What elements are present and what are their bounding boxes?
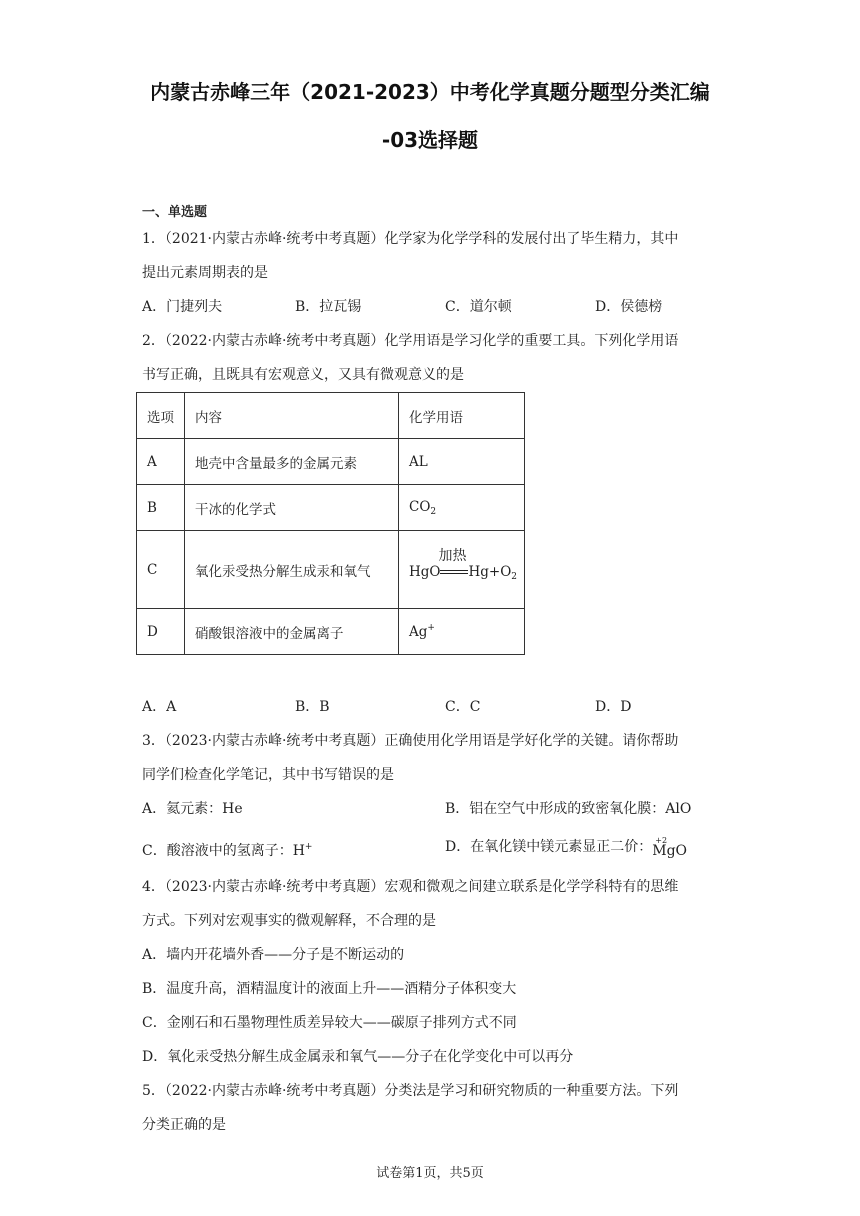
- table-row: [137, 439, 525, 485]
- table-cell-option: B: [137, 485, 185, 531]
- q3-stem-line-2: 同学们检查化学笔记，其中书写错误的是: [142, 767, 394, 783]
- q1-option-a: A．门捷列夫: [142, 299, 223, 315]
- table-cell-option: C: [137, 531, 185, 609]
- document-title: [60, 68, 800, 164]
- q3-option-b: B．铝在空气中形成的致密氧化膜：AlO: [445, 801, 692, 817]
- q2-options-table: [136, 392, 525, 655]
- equation-left: HgO: [409, 563, 441, 580]
- table-row: [137, 609, 525, 655]
- table-row: [137, 485, 525, 531]
- table-cell-symbol: [399, 485, 525, 531]
- formula-subscript: 2: [430, 506, 437, 517]
- q4-stem-line-1: 4．（2023·内蒙古赤峰·统考中考真题）宏观和微观之间建立联系是化学学科特有的思维: [142, 879, 679, 895]
- title-line-2: -03选择题: [381, 128, 479, 152]
- table-cell-content: 硝酸银溶液中的金属离子: [185, 609, 399, 655]
- q3-option-c-charge: +: [304, 842, 313, 852]
- valence-formula-rest: gO: [666, 843, 688, 859]
- valence-mark: +2: [655, 836, 668, 845]
- q2-stem-line-2: 书写正确，且既具有宏观意义，又具有微观意义的是: [142, 367, 464, 383]
- equation-right-subscript: 2: [511, 571, 518, 582]
- equation-condition: 加热: [438, 548, 467, 564]
- table-header-row: [137, 393, 525, 439]
- ion-main: Ag: [409, 624, 428, 640]
- q2-option-b: B．B: [295, 699, 330, 715]
- valence-formula: [652, 836, 668, 861]
- table-cell-content: 氧化汞受热分解生成汞和氧气: [185, 531, 399, 609]
- equation-right: Hg+O: [468, 563, 512, 580]
- q3-option-d: [445, 837, 687, 857]
- q4-option-c: C．金刚石和石墨物理性质差异较大——碳原子排列方式不同: [142, 1015, 517, 1031]
- page-footer: 试卷第1页，共5页: [376, 1166, 484, 1181]
- q1-option-c: C．道尔顿: [445, 299, 512, 315]
- table-header-cell: 内容: [185, 393, 399, 439]
- q1-stem-line-2: 提出元素周期表的是: [142, 265, 268, 281]
- table-cell-equation: [399, 531, 525, 609]
- table-cell-symbol: AL: [399, 439, 525, 485]
- q2-option-a: A．A: [142, 699, 177, 715]
- equals-bar-bottom: [440, 573, 468, 574]
- table-cell-content: 干冰的化学式: [185, 485, 399, 531]
- q1-option-b: B．拉瓦锡: [295, 299, 362, 315]
- table-header-cell: 选项: [137, 393, 185, 439]
- q4-option-b: B．温度升高，酒精温度计的液面上升——酒精分子体积变大: [142, 981, 517, 997]
- table-row: [137, 531, 525, 609]
- q4-option-a: A．墙内开花墙外香——分子是不断运动的: [142, 947, 405, 963]
- q3-option-c: [142, 837, 312, 861]
- q2-stem-line-1: 2．（2022·内蒙古赤峰·统考中考真题）化学用语是学习化学的重要工具。下列化学用语: [142, 333, 679, 349]
- title-line-1: 内蒙古赤峰三年（2021-2023）中考化学真题分题型分类汇编: [150, 80, 710, 104]
- q4-stem-line-2: 方式。下列对宏观事实的微观解释，不合理的是: [142, 913, 436, 929]
- equation-equals-sign: [438, 548, 468, 579]
- section-heading: 一、单选题: [142, 205, 208, 220]
- formula-main: CO: [409, 498, 431, 515]
- q1-option-d: D．侯德榜: [595, 299, 663, 315]
- table-cell-symbol: [399, 609, 525, 655]
- q5-stem-line-1: 5．（2022·内蒙古赤峰·统考中考真题）分类法是学习和研究物质的一种重要方法。下列: [142, 1083, 679, 1099]
- q3-stem-line-1: 3．（2023·内蒙古赤峰·统考中考真题）正确使用化学用语是学好化学的关键。请你帮助: [142, 733, 679, 749]
- table-cell-option: A: [137, 439, 185, 485]
- q3-option-d-text: D．在氧化镁中镁元素显正二价：: [445, 839, 653, 855]
- q1-stem-line-1: 1．（2021·内蒙古赤峰·统考中考真题）化学家为化学学科的发展付出了毕生精力，其中: [142, 231, 679, 247]
- q3-option-a: A．氦元素：He: [142, 801, 243, 817]
- ion-charge: +: [427, 623, 435, 633]
- equals-bar-top: [440, 570, 468, 571]
- q2-option-c: C．C: [445, 699, 481, 715]
- q5-stem-line-2: 分类正确的是: [142, 1117, 226, 1133]
- q4-option-d: D．氧化汞受热分解生成金属汞和氧气——分子在化学变化中可以再分: [142, 1049, 574, 1065]
- valence-element: M: [652, 843, 667, 859]
- table-cell-option: D: [137, 609, 185, 655]
- q2-option-d: D．D: [595, 699, 632, 715]
- q3-option-c-text: C．酸溶液中的氢离子：H: [142, 843, 305, 859]
- table-header-cell: 化学用语: [399, 393, 525, 439]
- table-cell-content: 地壳中含量最多的金属元素: [185, 439, 399, 485]
